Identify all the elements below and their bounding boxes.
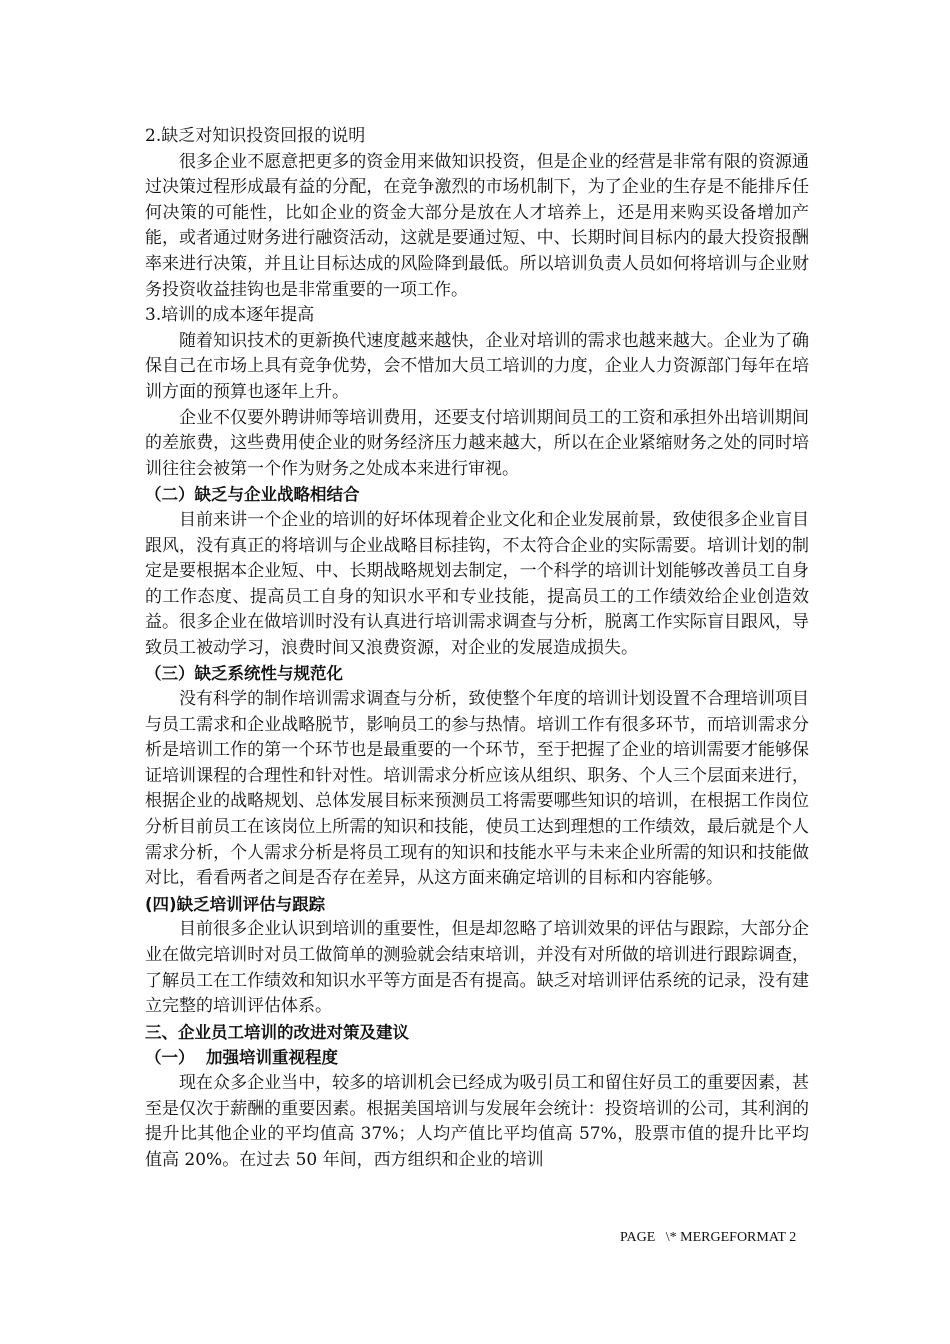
paragraph: 目前来讲一个企业的培训的好坏体现着企业文化和企业发展前景，致使很多企业盲目跟风，没有真正的将培训与企业战略目标挂钩，不太符合企业的实际需要。培训计划的制定是要根据本企业短、中、长期战略规划去制定，一个科学的培训计划能够改善员工自身的工作态度、提高员工自身的知识水平和专业技能，提高员工的工作绩效给企业创造效益。很多企业在做培训时没有认真进行培训需求调查与分析，脱离工作实际盲目跟风，导致员工被动学习，浪费时间又浪费资源，对企业的发展造成损失。 xyxy=(145,509,809,658)
paragraph: 很多企业不愿意把更多的资金用来做知识投资，但是企业的经营是非常有限的资源通过决策过程形成最有益的分配，在竞争激烈的市场机制下，为了企业的生存是不能排斥任何决策的可能性，比如企业的资金大部分是放在人才培养上，还是用来购买设备增加产能，或者通过财务进行融资活动，这就是要通过短、中、长期时间目标内的最大投资报酬率来进行决策，并且让目标达成的风险降到最低。所以培训负责人员如何将培训与企业财务投资收益挂钩也是非常重要的一项工作。 xyxy=(145,151,809,300)
paragraph: 随着知识技术的更新换代速度越来越快，企业对培训的需求也越来越大。企业为了确保自己在市场上具有竞争优势，会不惜加大员工培训的力度，企业人力资源部门每年在培训方面的预算也逐年上升。 xyxy=(145,330,809,402)
paragraph: 目前很多企业认识到培训的重要性，但是却忽略了培训效果的评估与跟踪，大部分企业在做完培训时对员工做简单的测验就会结束培训，并没有对所做的培训进行跟踪调查，了解员工在工作绩效和知识水平等方面是否有提高。缺乏对培训评估系统的记录，没有建立完整的培训评估体系。 xyxy=(145,919,809,1017)
section-heading: （二）缺乏与企业战略相结合 xyxy=(145,485,360,505)
section-heading: (四)缺乏培训评估与跟踪 xyxy=(145,894,326,914)
subheading: 2.缺乏对知识投资回报的说明 xyxy=(145,126,366,146)
paragraph: 现在众多企业当中，较多的培训机会已经成为吸引员工和留住好员工的重要因素，甚至是仅次于薪酬的重要因素。根据美国培训与发展年会统计：投资培训的公司，其利润的提升比其他企业的平均值高 37%；人均产值比平均值高 57%，股票市值的提升比平均值高 20%。在过去 50 年间，西方组织和企业的培训 xyxy=(145,1072,809,1170)
paragraph: 企业不仅要外聘讲师等培训费用，还要支付培训期间员工的工资和承担外出培训期间的差旅费，这些费用使企业的财务经济压力越来越大，所以在企业紧缩财务之处的同时培训往往会被第一个作为财务之处成本来进行审视。 xyxy=(145,407,809,479)
page-footer: PAGE \* MERGEFORMAT 2 xyxy=(620,1230,797,1245)
subheading: 3.培训的成本逐年提高 xyxy=(145,305,315,326)
document-body xyxy=(145,124,809,1173)
chapter-heading: 三、企业员工培训的改进对策及建议 xyxy=(145,1022,409,1042)
section-heading: （一） 加强培训重视程度 xyxy=(145,1048,338,1068)
section-heading: （三）缺乏系统性与规范化 xyxy=(145,664,343,684)
paragraph: 没有科学的制作培训需求调查与分析，致使整个年度的培训计划设置不合理培训项目与员工需求和企业战略脱节，影响员工的参与热情。培训工作有很多环节，而培训需求分析是培训工作的第一个环节也是最重要的一个环节，至于把握了企业的培训需要才能够保证培训课程的合理性和针对性。培训需求分析应该从组织、职务、个人三个层面来进行，根据企业的战略规划、总体发展目标来预测员工将需要哪些知识的培训，在根据工作岗位分析目前员工在该岗位上所需的知识和技能，使员工达到理想的工作绩效，最后就是个人需求分析，个人需求分析是将员工现有的知识和技能水平与未来企业所需的知识和技能做对比，看看两者之间是否存在差异，从这方面来确定培训的目标和内容能够。 xyxy=(145,689,809,889)
